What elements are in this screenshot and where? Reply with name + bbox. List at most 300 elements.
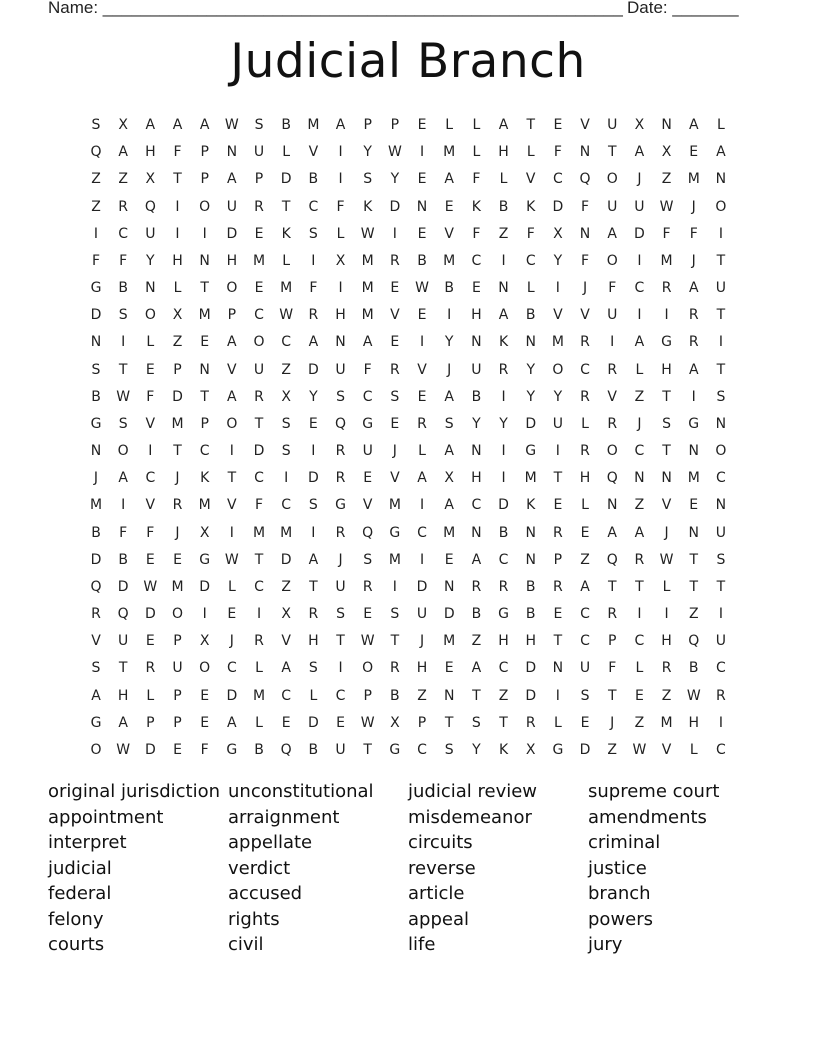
grid-letter: N — [606, 497, 618, 514]
grid-letter: I — [555, 280, 560, 297]
grid-letter: P — [200, 144, 209, 161]
grid-letter: E — [363, 606, 373, 623]
grid-letter: E — [390, 280, 400, 297]
grid-letter: R — [335, 443, 346, 460]
grid-letter: A — [498, 117, 509, 133]
grid-letter: C — [471, 497, 482, 514]
grid-letter: S — [308, 660, 318, 677]
grid-letter: K — [200, 470, 210, 487]
grid-letter: Z — [281, 578, 291, 595]
grid-letter: S — [390, 606, 400, 623]
grid-letter: J — [419, 633, 425, 650]
grid-letter: G — [226, 741, 238, 758]
name-field: Name: _______________________________________________________ — [48, 0, 623, 17]
grid-letter: Z — [634, 497, 645, 514]
grid-letter: S — [91, 117, 101, 133]
word-item: article — [408, 883, 465, 904]
grid-letter: G — [199, 551, 211, 568]
grid-letter: V — [308, 144, 319, 161]
grid-letter: D — [579, 741, 591, 758]
grid-letter: A — [688, 361, 699, 378]
grid-letter: R — [580, 388, 590, 405]
grid-letter: X — [281, 388, 291, 405]
grid-letter: E — [200, 334, 210, 351]
grid-letter: W — [632, 741, 647, 758]
grid-letter: N — [525, 334, 536, 351]
grid-letter: G — [688, 415, 700, 432]
grid-letter: A — [118, 714, 128, 731]
word-item: courts — [48, 934, 105, 955]
grid-letter: I — [93, 225, 99, 242]
grid-letter: E — [417, 171, 427, 188]
grid-letter: O — [171, 606, 184, 623]
grid-letter: T — [118, 361, 128, 378]
grid-letter: P — [417, 714, 427, 731]
grid-letter: J — [229, 633, 234, 650]
grid-letter: Q — [335, 415, 347, 432]
grid-letter: W — [360, 225, 375, 242]
grid-letter: Z — [498, 225, 509, 242]
grid-letter: W — [415, 280, 429, 297]
grid-letter: C — [254, 578, 264, 595]
grid-letter: A — [227, 714, 237, 731]
grid-letter: Z — [118, 171, 128, 188]
grid-letter: E — [254, 280, 264, 297]
grid-letter: M — [89, 497, 103, 514]
grid-letter: L — [336, 225, 345, 242]
grid-letter: R — [335, 470, 346, 487]
grid-letter: L — [526, 280, 535, 297]
grid-letter: N — [443, 687, 455, 704]
grid-letter: I — [447, 307, 452, 324]
grid-letter: F — [608, 660, 617, 677]
grid-letter: P — [553, 551, 563, 568]
grid-letter: Y — [472, 415, 481, 432]
grid-letter: L — [255, 714, 263, 731]
grid-letter: D — [498, 497, 509, 514]
grid-letter: A — [498, 307, 509, 324]
grid-letter: M — [361, 252, 374, 269]
grid-letter: L — [581, 415, 589, 432]
grid-letter: B — [281, 117, 291, 133]
grid-letter: L — [635, 660, 644, 677]
grid-letter: Z — [607, 741, 618, 758]
grid-letter: P — [173, 687, 182, 704]
grid-letter: O — [226, 415, 238, 432]
grid-letter: C — [118, 225, 129, 242]
grid-letter: S — [716, 388, 726, 405]
grid-letter: A — [444, 497, 454, 514]
grid-letter: J — [93, 470, 99, 487]
grid-letter: N — [688, 524, 699, 541]
grid-letter: O — [90, 741, 102, 758]
grid-letter: E — [363, 470, 373, 487]
grid-letter: U — [145, 225, 156, 242]
grid-letter: L — [526, 144, 535, 161]
grid-letter: H — [525, 633, 536, 650]
grid-letter: L — [227, 578, 236, 595]
grid-letter: P — [173, 361, 182, 378]
word-item: accused — [228, 883, 303, 904]
grid-letter: H — [661, 361, 672, 378]
grid-letter: X — [444, 470, 454, 487]
grid-letter: T — [254, 551, 264, 568]
grid-letter: G — [552, 741, 564, 758]
grid-letter: F — [173, 144, 182, 161]
grid-letter: A — [607, 524, 617, 541]
grid-letter: X — [199, 524, 210, 541]
grid-letter: R — [525, 714, 536, 731]
grid-letter: M — [524, 470, 537, 487]
grid-letter: S — [580, 687, 590, 704]
grid-letter: X — [335, 252, 346, 269]
grid-letter: I — [718, 714, 723, 731]
grid-letter: L — [282, 252, 291, 269]
grid-letter: M — [280, 280, 293, 297]
grid-letter: C — [716, 470, 726, 487]
grid-letter: R — [498, 578, 509, 595]
grid-letter: B — [91, 388, 101, 405]
grid-letter: S — [390, 388, 400, 405]
grid-letter: N — [471, 443, 482, 460]
grid-letter: C — [145, 470, 156, 487]
grid-letter: J — [664, 524, 669, 541]
grid-letter: R — [308, 606, 319, 623]
grid-letter: P — [390, 117, 400, 133]
grid-letter: J — [338, 551, 343, 568]
grid-letter: V — [607, 388, 617, 405]
grid-letter: A — [444, 171, 454, 188]
grid-letter: Q — [90, 578, 102, 595]
grid-letter: E — [254, 225, 264, 242]
grid-letter: L — [282, 144, 291, 161]
grid-letter: X — [525, 741, 536, 758]
grid-letter: D — [525, 687, 537, 704]
grid-letter: N — [471, 334, 482, 351]
grid-letter: T — [173, 443, 182, 460]
grid-letter: D — [280, 551, 292, 568]
grid-letter: G — [661, 334, 672, 351]
grid-letter: A — [634, 334, 645, 351]
grid-letter: W — [686, 687, 701, 704]
grid-letter: U — [118, 633, 129, 650]
grid-letter: M — [388, 497, 401, 514]
grid-letter: A — [607, 225, 617, 242]
grid-letter: F — [581, 252, 590, 269]
word-item: circuits — [408, 832, 473, 853]
grid-letter: G — [525, 443, 537, 460]
grid-letter: X — [172, 307, 183, 324]
grid-letter: R — [118, 198, 129, 215]
grid-letter: F — [146, 524, 155, 541]
grid-letter: M — [687, 171, 700, 188]
grid-letter: V — [390, 470, 400, 487]
grid-letter: H — [661, 633, 672, 650]
grid-letter: O — [117, 443, 129, 460]
grid-letter: F — [689, 225, 698, 242]
grid-letter: I — [419, 551, 425, 568]
grid-letter: D — [307, 361, 319, 378]
grid-letter: N — [145, 280, 156, 297]
grid-letter: S — [254, 117, 264, 133]
grid-letter: M — [171, 578, 184, 595]
grid-letter: C — [417, 741, 427, 758]
grid-letter: Y — [499, 415, 508, 432]
grid-letter: T — [635, 578, 644, 595]
grid-letter: H — [579, 470, 591, 487]
grid-letter: L — [689, 741, 698, 758]
grid-letter: U — [552, 415, 563, 432]
grid-letter: I — [392, 225, 397, 242]
word-item: original jurisdiction — [48, 781, 220, 802]
grid-letter: A — [362, 334, 373, 351]
grid-letter: R — [553, 524, 563, 541]
grid-letter: I — [311, 252, 316, 269]
grid-letter: H — [335, 307, 346, 324]
grid-letter: V — [661, 741, 672, 758]
grid-letter: Y — [553, 388, 563, 405]
word-item: interpret — [48, 832, 127, 853]
word-item: appeal — [408, 908, 469, 930]
grid-letter: R — [254, 198, 264, 215]
grid-letter: H — [172, 252, 183, 269]
grid-letter: G — [362, 415, 374, 432]
grid-letter: S — [363, 551, 373, 568]
grid-letter: W — [116, 741, 131, 758]
grid-letter: A — [444, 443, 454, 460]
grid-letter: S — [444, 741, 454, 758]
grid-letter: L — [445, 117, 454, 133]
grid-letter: A — [335, 117, 346, 133]
word-item: appellate — [228, 832, 313, 853]
grid-letter: O — [606, 443, 618, 460]
word-item: judicial — [48, 857, 112, 879]
grid-letter: T — [662, 443, 671, 460]
grid-letter: I — [419, 334, 425, 351]
grid-letter: X — [118, 117, 128, 133]
grid-letter: C — [335, 687, 346, 704]
grid-letter: E — [689, 497, 699, 514]
grid-letter: E — [417, 225, 427, 242]
grid-letter: R — [417, 415, 427, 432]
grid-letter: G — [389, 741, 401, 758]
grid-letter: J — [637, 171, 642, 188]
word-item: justice — [588, 857, 647, 879]
grid-letter: E — [145, 551, 155, 568]
grid-letter: E — [444, 551, 454, 568]
grid-letter: V — [580, 307, 590, 324]
grid-letter: Q — [362, 524, 374, 541]
grid-letter: B — [498, 198, 509, 215]
grid-letter: R — [607, 606, 618, 623]
grid-letter: Y — [363, 144, 372, 161]
grid-letter: I — [555, 443, 560, 460]
grid-letter: F — [146, 388, 155, 405]
grid-letter: G — [90, 415, 102, 432]
grid-letter: D — [307, 470, 319, 487]
grid-letter: Y — [309, 388, 318, 405]
grid-letter: B — [525, 606, 536, 623]
grid-letter: L — [173, 280, 182, 297]
grid-letter: M — [361, 280, 374, 297]
grid-letter: D — [253, 443, 265, 460]
grid-letter: T — [716, 307, 726, 324]
grid-letter: C — [254, 470, 264, 487]
grid-letter: D — [416, 578, 428, 595]
grid-letter: J — [691, 198, 696, 215]
grid-letter: R — [389, 660, 400, 677]
grid-letter: L — [553, 714, 562, 731]
grid-letter: E — [471, 280, 481, 297]
grid-letter: T — [716, 361, 726, 378]
grid-letter: N — [335, 334, 346, 351]
grid-letter: L — [309, 687, 318, 704]
grid-letter: S — [336, 606, 345, 623]
grid-letter: P — [200, 171, 209, 188]
grid-letter: E — [145, 361, 155, 378]
grid-letter: C — [226, 660, 237, 677]
grid-letter: C — [552, 171, 563, 188]
grid-letter: T — [227, 470, 237, 487]
grid-letter: H — [308, 633, 319, 650]
grid-letter: E — [200, 714, 210, 731]
grid-letter: M — [660, 714, 673, 731]
grid-letter: N — [90, 334, 102, 351]
grid-letter: F — [336, 198, 345, 215]
grid-letter: F — [91, 252, 101, 269]
grid-letter: D — [117, 578, 129, 595]
grid-letter: B — [118, 280, 128, 297]
grid-letter: F — [608, 280, 617, 297]
word-item: appointment — [48, 806, 164, 828]
grid-letter: C — [580, 361, 590, 378]
grid-letter: Z — [634, 714, 645, 731]
grid-letter: V — [553, 307, 563, 324]
grid-letter: T — [390, 633, 400, 650]
grid-letter: P — [173, 714, 182, 731]
grid-letter: A — [471, 551, 482, 568]
grid-letter: M — [443, 252, 456, 269]
grid-letter: Q — [144, 198, 156, 215]
grid-letter: U — [579, 660, 591, 677]
word-column — [228, 779, 408, 958]
grid-letter: A — [227, 388, 237, 405]
grid-letter: W — [224, 551, 239, 568]
grid-letter: E — [390, 334, 400, 351]
grid-letter: K — [498, 334, 509, 351]
grid-letter: Q — [90, 144, 102, 161]
grid-letter: D — [389, 198, 401, 215]
grid-letter: Z — [498, 687, 509, 704]
grid-letter: I — [419, 497, 425, 514]
word-item: federal — [48, 883, 112, 904]
grid-letter: V — [91, 633, 101, 650]
grid-letter: U — [607, 307, 618, 324]
grid-letter: E — [444, 660, 454, 677]
grid-letter: F — [553, 144, 562, 161]
grid-letter: I — [718, 606, 723, 623]
grid-letter: N — [525, 524, 536, 541]
grid-letter: E — [580, 714, 590, 731]
grid-letter: F — [254, 497, 264, 514]
grid-letter: O — [199, 660, 211, 677]
grid-letter: S — [118, 415, 128, 432]
grid-letter: Z — [471, 633, 482, 650]
grid-letter: V — [281, 633, 291, 650]
grid-letter: T — [472, 687, 481, 704]
grid-letter: T — [553, 470, 563, 487]
grid-letter: Z — [281, 361, 291, 378]
grid-letter: I — [229, 524, 234, 541]
grid-letter: D — [144, 606, 156, 623]
grid-letter: R — [254, 388, 264, 405]
grid-letter: Y — [553, 252, 563, 269]
grid-letter: V — [362, 497, 373, 514]
grid-letter: E — [145, 633, 155, 650]
grid-letter: I — [338, 144, 343, 161]
grid-letter: Z — [172, 334, 183, 351]
grid-letter: E — [417, 307, 427, 324]
grid-letter: N — [498, 280, 509, 297]
grid-letter: I — [501, 252, 506, 269]
grid-letter: N — [199, 361, 210, 378]
grid-letter: U — [634, 198, 645, 215]
grid-letter: C — [580, 633, 590, 650]
grid-letter: C — [498, 660, 509, 677]
grid-letter: W — [659, 551, 674, 568]
grid-letter: M — [443, 144, 456, 161]
grid-letter: D — [226, 225, 238, 242]
grid-letter: I — [202, 606, 207, 623]
grid-letter: I — [664, 307, 669, 324]
grid-letter: I — [148, 443, 153, 460]
grid-letter: S — [281, 443, 291, 460]
grid-letter: R — [91, 606, 101, 623]
word-item: verdict — [228, 857, 291, 879]
grid-letter: D — [226, 687, 238, 704]
grid-letter: E — [689, 144, 699, 161]
grid-letter: I — [175, 198, 180, 215]
word-column — [48, 779, 228, 958]
grid-letter: P — [200, 415, 209, 432]
grid-letter: B — [688, 660, 699, 677]
date-field: Date: _______ — [627, 0, 739, 17]
grid-letter: A — [227, 171, 237, 188]
grid-letter: I — [175, 225, 180, 242]
grid-letter: F — [309, 280, 318, 297]
grid-letter: T — [689, 578, 699, 595]
grid-letter: E — [336, 714, 345, 731]
grid-letter: W — [116, 388, 131, 405]
grid-letter: L — [418, 443, 426, 460]
grid-letter: C — [281, 334, 292, 351]
grid-letter: D — [634, 225, 645, 242]
grid-letter: Y — [526, 361, 535, 378]
grid-letter: W — [224, 117, 239, 133]
grid-letter: T — [200, 388, 209, 405]
grid-letter: E — [281, 714, 291, 731]
grid-letter: G — [389, 524, 401, 541]
grid-letter: T — [716, 252, 726, 269]
grid-letter: O — [606, 252, 618, 269]
grid-letter: I — [229, 443, 234, 460]
grid-letter: I — [637, 606, 642, 623]
grid-letter: I — [718, 225, 723, 242]
grid-letter: M — [443, 524, 456, 541]
grid-letter: R — [607, 415, 618, 432]
grid-letter: D — [280, 171, 292, 188]
grid-letter: T — [662, 388, 671, 405]
